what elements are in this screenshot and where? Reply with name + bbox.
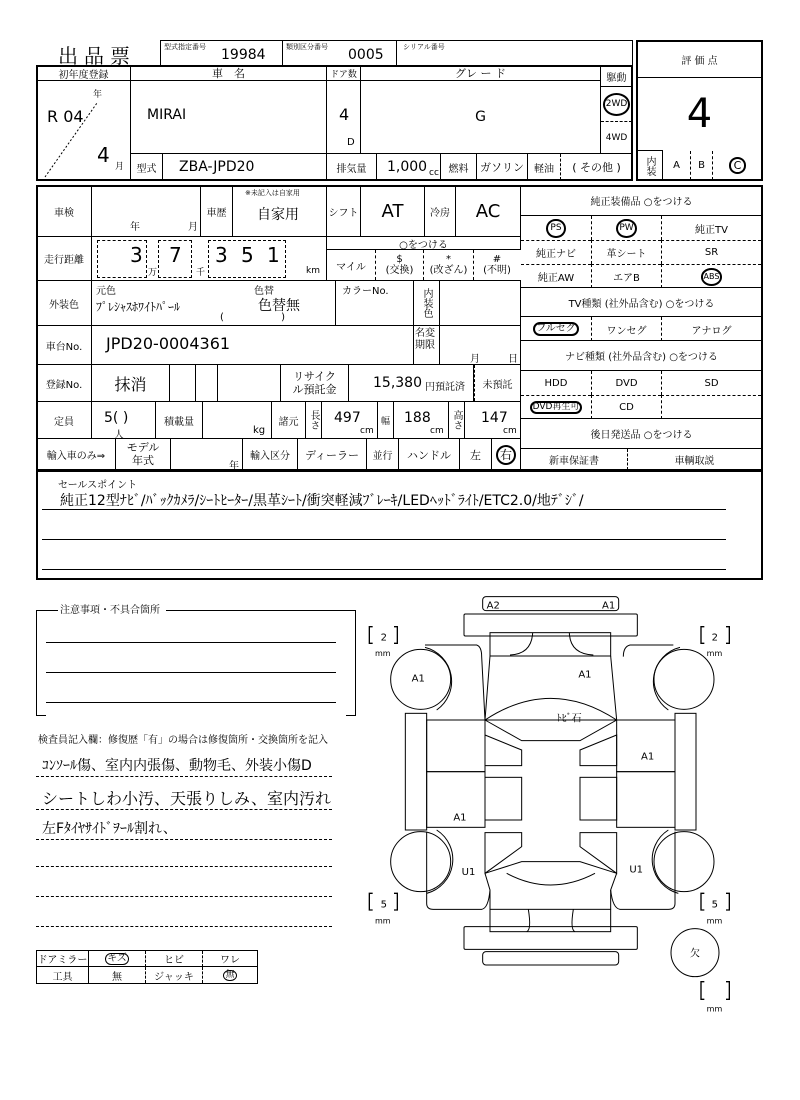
model-value: ZBA-JPD20 — [162, 153, 327, 181]
original-color-label: 元色 — [96, 286, 116, 297]
rear-window[interactable] — [485, 698, 617, 720]
sales-point-line — [42, 520, 726, 540]
mileage-digit: 1 — [267, 243, 280, 267]
import-parallel[interactable]: 並行 — [366, 438, 399, 471]
headlights — [527, 909, 575, 931]
recycle-status: 円預託済 — [425, 382, 465, 393]
cm-unit: cm — [360, 426, 374, 436]
equip-abs[interactable]: ABS — [701, 268, 723, 286]
name-change-label: 名変期限 — [413, 325, 440, 365]
model-year-cell — [170, 438, 243, 471]
handle-label: ハンドル — [398, 438, 460, 471]
interior-grade-a[interactable]: A — [673, 160, 680, 171]
damage-label: A1 — [578, 669, 592, 681]
category-value: 0005 — [348, 47, 384, 63]
length-cell — [321, 401, 378, 439]
width-label: 幅 — [377, 401, 394, 439]
sales-point-label: セールスポイント — [58, 480, 138, 491]
equip-navi[interactable]: 純正ナビ — [521, 240, 591, 264]
drive-2wd[interactable]: 2WD — [603, 93, 631, 116]
recycle-unpaid-frame — [474, 364, 521, 402]
model-year-label: モデル年式 — [115, 438, 171, 471]
right-front-wheel[interactable] — [654, 832, 714, 892]
damage-label: A1 — [641, 751, 655, 763]
load-cell — [202, 401, 272, 439]
reg-blank — [195, 364, 218, 402]
tv-analog[interactable]: アナログ — [661, 317, 761, 341]
tread-depth: 5 — [380, 899, 388, 911]
km-unit: km — [306, 266, 320, 276]
tread-depth: 5 — [711, 899, 719, 911]
mileage-ten-thousands: 3 — [130, 243, 143, 267]
right-rear-window — [580, 735, 617, 766]
inspection-label: 車検 — [36, 185, 92, 237]
mark-replaced[interactable]: $ (交換) — [375, 250, 423, 280]
inspector-label: 検査員記入欄：修復歴「有」の場合は修復箇所・交換箇所を記入 — [38, 735, 328, 746]
windshield-top — [485, 862, 617, 874]
accessories-table — [36, 950, 258, 984]
left-front-wheel[interactable] — [391, 832, 451, 892]
import-label: 輸入車のみ⇒ — [36, 438, 116, 471]
chassis-label: 車台No. — [36, 325, 92, 365]
length-label: 長さ — [305, 401, 322, 439]
equip-sr[interactable]: SR — [661, 240, 761, 264]
notes-box — [36, 605, 356, 716]
inspection-month-unit: 月 — [188, 222, 198, 233]
displacement-label: 排気量 — [326, 153, 377, 181]
man-unit: 万 — [148, 268, 158, 278]
grade-value: G — [360, 80, 601, 154]
notes-line — [46, 642, 336, 643]
height-value: 147 — [481, 410, 508, 426]
jack-label: ジャッキ — [145, 967, 202, 983]
equip-aw[interactable]: 純正AW — [521, 264, 591, 288]
missing-label: 欠 — [690, 948, 700, 960]
type-designation-label: 型式指定番号 — [164, 43, 206, 51]
width-value: 188 — [404, 410, 431, 426]
navi-cd[interactable]: CD — [591, 395, 661, 419]
recycle-cell — [348, 364, 474, 402]
right-b-pillar-window — [580, 777, 617, 820]
notes-line — [46, 702, 336, 703]
fuel-diesel[interactable]: 軽油 — [527, 154, 560, 180]
wheel-arches — [425, 647, 680, 893]
first-reg-month: 4 — [97, 143, 110, 167]
interior-grade-b[interactable]: B — [690, 151, 712, 180]
import-dealer[interactable]: ディーラー — [297, 438, 367, 471]
history-cell — [232, 185, 327, 237]
original-color-value: ﾌﾟﾚｼｬｽﾎﾜｲﾄﾊﾟｰﾙ — [96, 300, 181, 314]
interior-label: 内装 — [636, 150, 663, 181]
load-unit: kg — [253, 425, 266, 436]
damage-label: ﾄﾋﾞ石 — [556, 713, 582, 725]
history-note: ※未記入は自家用 — [245, 189, 300, 197]
ac-label: 冷房 — [424, 185, 456, 237]
tv-header: TV種類 (社外品含む) ○をつける — [520, 287, 763, 317]
recycle-unpaid[interactable]: 未預託 — [474, 365, 520, 401]
doors-unit: D — [347, 137, 355, 148]
recycle-amount: 15,380 — [373, 375, 422, 391]
chassis-value: JPD20-0004361 — [91, 325, 414, 365]
serial-label: シリアル番号 — [403, 43, 445, 51]
handle-left[interactable]: 左 — [459, 438, 492, 471]
type-designation-value: 19984 — [221, 47, 266, 63]
shift-value: AT — [360, 185, 425, 237]
fuel-gasoline[interactable]: ガソリン — [476, 153, 528, 181]
ac-value: AC — [455, 185, 521, 237]
equip-ps[interactable]: PS — [546, 219, 565, 238]
drive-cell — [600, 86, 633, 154]
damage-label: A1 — [411, 673, 425, 685]
recolor-paren: ( ) — [220, 312, 286, 323]
tv-oneseg[interactable]: ワンセグ — [591, 317, 661, 341]
grade-label: グレ ー ド — [360, 65, 601, 81]
notes-line — [46, 672, 336, 673]
fuel-label: 燃料 — [440, 153, 477, 181]
color-cell — [91, 280, 336, 326]
tread-depth: 2 — [711, 632, 719, 644]
car-name: MIRAI — [130, 80, 327, 154]
car-name-label: 車 名 — [130, 65, 327, 81]
equip-leather[interactable]: 革シート — [591, 240, 661, 264]
damage-label: A1 — [602, 600, 616, 612]
mark-unknown[interactable]: # (不明) — [473, 250, 520, 280]
equip-tv[interactable]: 純正TV — [661, 216, 761, 240]
inspector-line: 左Fﾀｲﾔｻｲﾄﾞｦｰﾙ割れ、 — [36, 818, 332, 840]
mileage-digit: 3 — [215, 243, 228, 267]
doors-value: 4 — [339, 105, 350, 124]
color-label: 外装色 — [36, 280, 92, 326]
inspector-line: シートしわ小汚、天張りしみ、室内汚れ — [36, 786, 332, 810]
mark-mile[interactable]: マイル — [336, 261, 366, 273]
sen-unit: 千 — [196, 268, 206, 278]
equipment-header: 純正装備品 ○をつける — [520, 185, 763, 216]
equip-pw[interactable]: PW — [616, 219, 636, 238]
damage-label: A1 — [453, 812, 467, 824]
score-label: 評 価 点 — [636, 40, 763, 78]
reg-blank — [169, 364, 196, 402]
damage-label: U1 — [461, 867, 476, 878]
history-value: 自家用 — [257, 207, 299, 223]
left-b-pillar-window — [485, 777, 522, 820]
inspector-line — [36, 875, 332, 897]
displacement-value: 1,000 — [387, 159, 428, 175]
mileage-thousands: 7 — [169, 243, 182, 267]
height-cell — [464, 401, 521, 439]
width-cell — [393, 401, 449, 439]
sales-point-line: 純正12型ﾅﾋﾞ/ﾊﾞｯｸｶﾒﾗ/ｼｰﾄﾋｰﾀｰ/黒革ｼｰﾄ/衝突軽減ﾌﾞﾚｰｷ/LEDﾍｯﾄﾞﾗｲﾄ/ETC2.0/地ﾃﾞｼﾞ/ — [42, 490, 726, 510]
mm-unit: mm — [706, 1004, 723, 1014]
damage-label: A2 — [486, 600, 500, 612]
month-unit: 月 — [115, 162, 125, 172]
tools-value[interactable]: 無 — [112, 971, 122, 983]
later-warranty[interactable]: 新車保証書 — [549, 456, 599, 467]
capacity-value: 5( ) — [104, 410, 129, 426]
front-grille[interactable] — [483, 952, 619, 965]
recolor-label: 色替 — [254, 286, 274, 297]
inspector-line — [36, 845, 332, 867]
doors-cell — [326, 80, 361, 154]
name-change-month: 月 — [470, 354, 480, 365]
name-change-day: 日 — [508, 354, 518, 365]
sales-point-line — [42, 550, 726, 570]
a-pillars — [485, 873, 617, 909]
roof[interactable] — [485, 720, 617, 741]
displacement-cell — [376, 153, 441, 181]
handle-right[interactable]: 右 — [496, 445, 516, 465]
later-manual[interactable]: 車輌取説 — [627, 449, 761, 470]
mileage-label: 走行距離 — [36, 236, 92, 281]
later-header: 後日発送品 ○をつける — [520, 418, 763, 449]
recycle-label: リサイクル預託金 — [280, 364, 349, 402]
right-side-sill[interactable] — [675, 713, 696, 830]
jack-value[interactable]: 無 — [225, 969, 235, 980]
height-label: 高さ — [448, 401, 465, 439]
serial-box — [396, 40, 633, 66]
rear-bumper-cover[interactable] — [483, 597, 619, 611]
navi-dvd-playback[interactable]: DVD再生可 — [530, 401, 583, 414]
navi-dvd[interactable]: DVD — [591, 371, 661, 395]
right-rear-wheel[interactable] — [654, 649, 714, 709]
model-year-unit: 年 — [229, 461, 239, 472]
left-side-sill[interactable] — [405, 713, 426, 830]
capacity-unit: 人 — [114, 430, 124, 441]
mirror-broken[interactable]: ワレ — [202, 951, 257, 967]
mm-unit: mm — [375, 916, 391, 926]
navi-sd[interactable]: SD — [661, 371, 761, 395]
reg-blank — [217, 364, 281, 402]
navi-hdd[interactable]: HDD — [544, 377, 568, 389]
displacement-unit: cc — [429, 168, 439, 178]
inspection-year-unit: 年 — [130, 222, 140, 233]
name-change-cell — [439, 325, 521, 365]
mark-tampered[interactable]: * (改ざん) — [423, 250, 473, 280]
length-value: 497 — [334, 410, 361, 426]
car-damage-diagram — [360, 590, 770, 1020]
reg-label: 登録No. — [36, 364, 92, 402]
recolor-value: 色替無 — [258, 298, 300, 314]
tv-fullseg[interactable]: フルセグ — [533, 322, 579, 336]
navi-header: ナビ種類 (社外品含む) ○をつける — [520, 340, 763, 371]
cm-unit: cm — [430, 426, 444, 436]
score-value: 4 — [686, 91, 713, 137]
mm-unit: mm — [375, 649, 391, 658]
interior-color-label: 内装色 — [413, 280, 440, 326]
right-rear-door[interactable] — [617, 720, 675, 772]
year-unit: 年 — [93, 90, 103, 100]
mm-unit: mm — [706, 916, 723, 926]
cm-unit: cm — [503, 426, 517, 436]
damage-label: U1 — [629, 864, 644, 876]
mirror-crack[interactable]: ヒビ — [145, 951, 202, 967]
doors-label: ドア数 — [326, 65, 361, 81]
fuel-other[interactable]: ( その他 ) — [560, 154, 632, 180]
category-label: 類別区分番号 — [286, 43, 328, 51]
windshield[interactable] — [507, 873, 595, 885]
mileage-mark-header: ○をつける — [326, 236, 521, 250]
color-no-cell — [335, 280, 414, 326]
first-reg-cell — [36, 80, 131, 181]
sales-point-box — [36, 470, 763, 580]
inspector-line: ｺﾝｿｰﾙ傷、室内内張傷、動物毛、外装小傷D — [36, 755, 332, 777]
first-reg-label: 初年度登録 — [36, 65, 131, 81]
left-rear-window — [485, 735, 522, 766]
model-label: 型式 — [130, 153, 163, 181]
right-front-door[interactable] — [617, 772, 675, 828]
form-title: 出品票 — [58, 44, 136, 68]
mirror-label: ドアミラー — [37, 951, 89, 967]
tools-label: 工具 — [37, 967, 89, 983]
mm-unit: mm — [706, 649, 723, 658]
interior-grade-c[interactable]: C — [729, 157, 747, 174]
drive-4wd[interactable]: 4WD — [601, 121, 632, 153]
capacity-cell — [91, 401, 156, 439]
rear-pillars — [485, 656, 617, 720]
drive-label: 駆動 — [600, 65, 633, 87]
shift-label: シフト — [326, 185, 361, 237]
hood-front[interactable] — [490, 909, 611, 931]
mileage-cell — [91, 236, 327, 281]
history-label: 車歴 — [200, 185, 233, 237]
inspector-line — [36, 905, 332, 927]
load-label: 積載量 — [155, 401, 203, 439]
navi-blank[interactable] — [661, 395, 761, 419]
first-reg-year: R 04 — [47, 107, 84, 126]
capacity-label: 定員 — [36, 401, 92, 439]
reg-value: 抹消 — [91, 364, 170, 402]
import-type-label: 輸入区分 — [242, 438, 298, 471]
notes-label: 注意事項・不具合箇所 — [60, 605, 160, 616]
mirror-scratch[interactable]: キズ — [107, 952, 127, 964]
interior-color-value — [439, 280, 521, 326]
color-no-label: カラーNo. — [342, 286, 389, 297]
category-box — [282, 40, 397, 66]
mileage-digit: 5 — [241, 243, 254, 267]
type-designation-box — [160, 40, 283, 66]
inspection-cell — [91, 185, 201, 237]
equip-airbag[interactable]: エアB — [591, 264, 661, 288]
tread-depth: 2 — [380, 632, 388, 644]
left-rear-door[interactable] — [427, 720, 485, 772]
spec-label: 諸元 — [271, 401, 306, 439]
